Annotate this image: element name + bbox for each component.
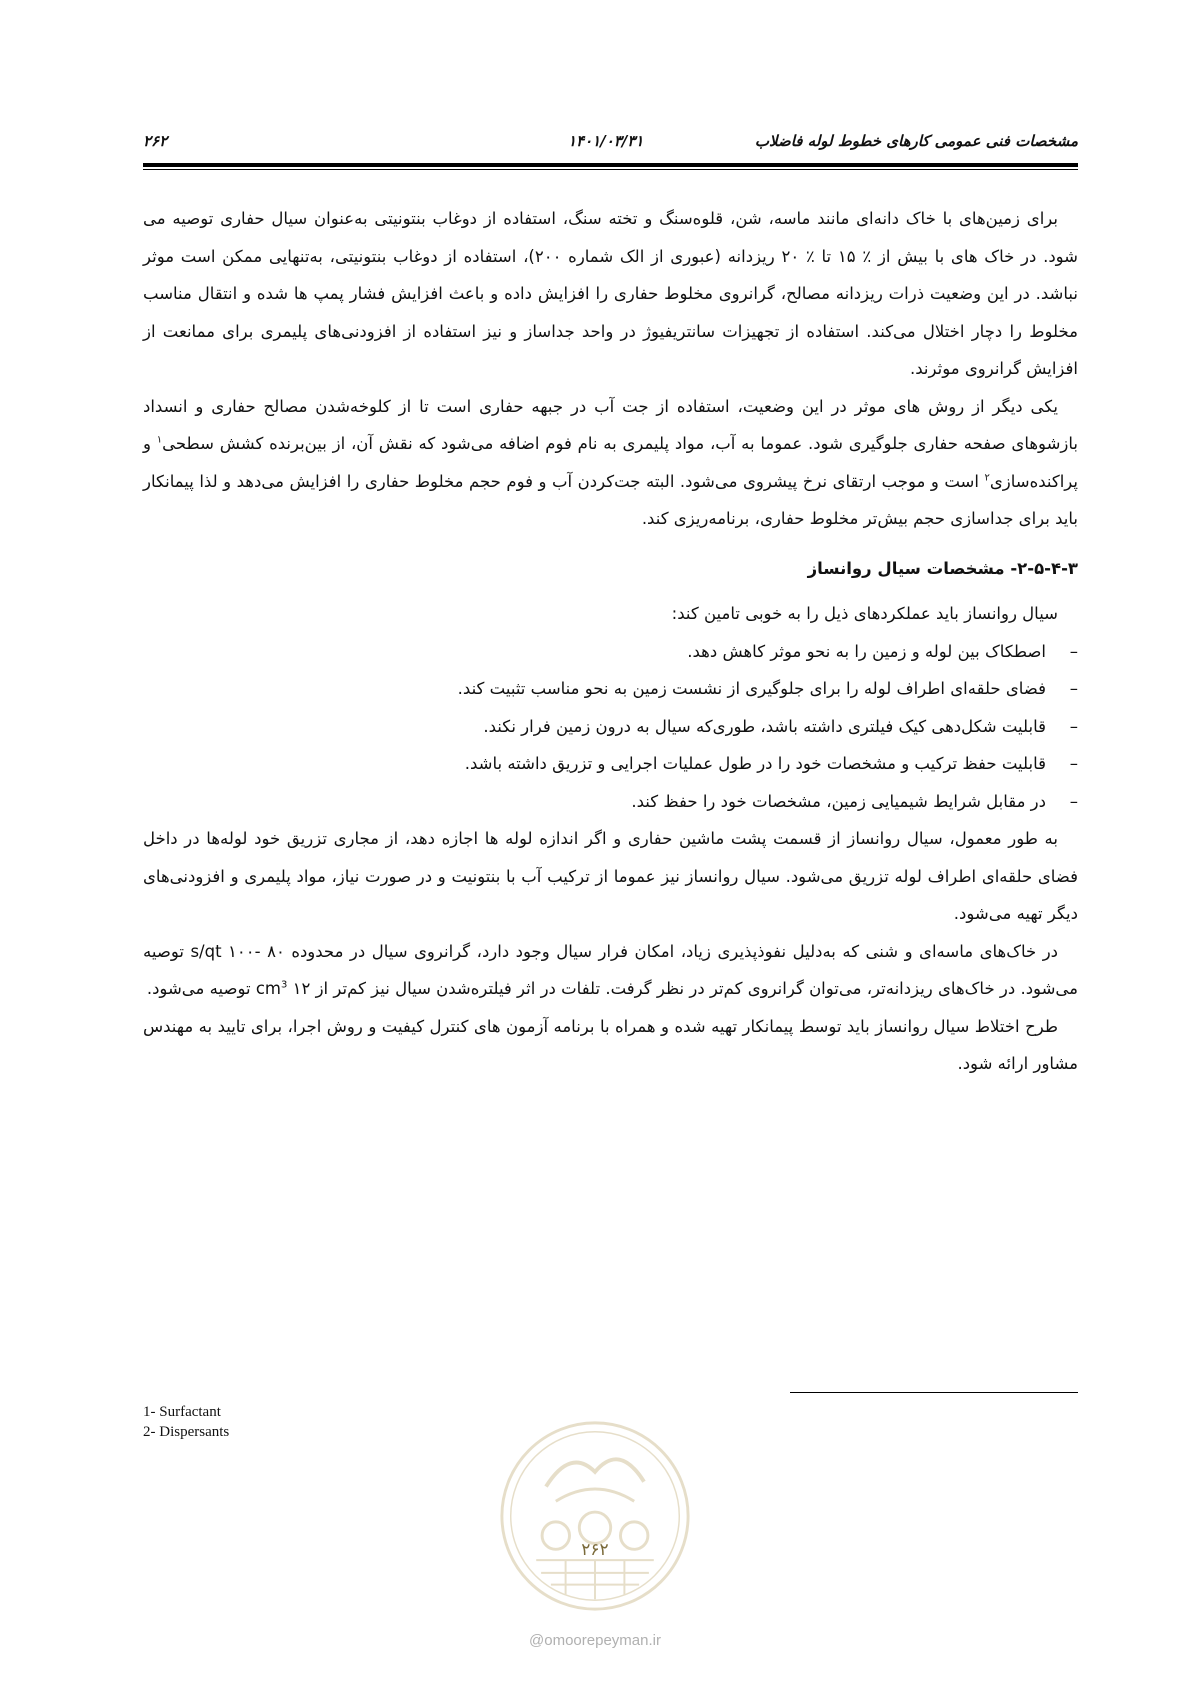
paragraph-1: برای زمین‌های با خاک دانه‌ای مانند ماسه، شن، قلوه‌سنگ و تخته سنگ، استفاده از دوغاب بنتونیتی به‌عنوان سیال حفاری توصیه می شود. در خاک های با بیش از ٪ ۱۵ تا ٪ ۲۰ ریزدانه (عبوری از الک شماره ۲۰۰)، استفاده از دوغاب بنتونیتی، به‌تنهایی ممکن است موثر نباشد. در این وضعیت ذرات ریزدانه مصالح، گرانروی مخلوط حفاری را افزایش داده و باعث افزایش فشار پمپ ها شده و انتقال مناسب مخلوط را دچار اختلال می‌کند. استفاده از تجهیزات سانتریفیوژ در واحد جداساز و نیز استفاده از افزودنی‌های پلیمری برای ممانعت از افزایش گرانروی موثرند. [143,209,1079,378]
seal-page-number: ۲۶۲ [581,1540,609,1560]
unit-viscosity: s/qt [190,941,222,961]
list-item [143,670,1078,708]
list-item-text: فضای حلقه‌ای اطراف لوله را برای جلوگیری از نشست زمین به نحو مناسب تثبیت کند. [457,679,1046,698]
footnote-ref-1: ۱ [156,434,163,446]
paragraph-4-part-2: توصیه می‌شود. در خاک‌های ریزدانه‌تر، می‌توان گرانروی کم‌تر در نظر گرفت. تلفات در اثر فیلتره‌شدن سیال نیز کم‌تر از ۱۲ [143,941,1078,998]
unit-volume-exponent: 3 [280,979,288,991]
list-item-text: قابلیت حفظ ترکیب و مشخصات خود را در طول عملیات اجرایی و تزریق داشته باشد. [464,754,1046,773]
bullet-dash: – [1069,754,1078,773]
watermark: @omoorepeyman.ir [529,1632,661,1649]
section-heading: ۲-۵-۴-۳- مشخصات سیال روانساز [807,558,1078,578]
paragraph-2-part-2: و پراکنده‌سازی [143,434,1078,491]
header-rule-thin [143,169,1078,170]
footnote-ref-2: ۲ [984,472,990,483]
header-title: مشخصات فنی عمومی کارهای خطوط لوله فاضلاب [754,132,1078,150]
list-item [143,633,1078,671]
section-intro: سیال روانساز باید عملکردهای ذیل را به خوبی تامین کند: [671,604,1058,623]
paragraph-4 [143,933,1078,1008]
header-page-number: ۲۶۲ [143,132,168,150]
bullet-dash: – [1069,716,1078,736]
paragraph-4-part-1: در خاک‌های ماسه‌ای و شنی که به‌دلیل نفوذپذیری زیاد، امکان فرار سیال وجود دارد، گرانروی سیال در محدوده ۸۰ -۱۰۰ [221,941,1059,961]
unit-volume [256,979,288,998]
header-date: ۱۴۰۱/۰۳/۳۱ [568,132,644,150]
paragraph-2-part-3: است و موجب ارتقای نرخ پیشروی می‌شود. البته جت‌کردن آب و فوم حجم مخلوط حفاری را افزایش می‌دهد و لذا پیمانکار باید برای جداسازی حجم بیش‌تر مخلوط حفاری، برنامه‌ریزی کند. [143,471,1078,528]
body-text [143,200,1078,1083]
list-item [143,708,1078,746]
publisher-seal-logo [497,1418,693,1614]
bullet-dash: – [1069,791,1078,811]
footnotes [143,1402,229,1442]
footnote-1: 1- Surfactant [143,1404,221,1420]
bullet-dash: – [1069,641,1078,661]
header-rule-thick [143,163,1078,167]
list-item-text: قابلیت شکل‌دهی کیک فیلتری داشته باشد، طوری‌که سیال به درون زمین فرار نکند. [483,716,1046,736]
paragraph-4-part-3: توصیه می‌شود. [146,979,256,998]
footnote-2: 2- Dispersants [143,1424,230,1440]
list-item [143,783,1078,821]
footnote-separator [790,1392,1078,1393]
paragraph-2 [143,388,1078,538]
paragraph-2-part-1: یکی دیگر از روش های موثر در این وضعیت، استفاده از جت آب در جبهه حفاری است تا از کلوخه‌شدن مصالح حفاری و انسداد بازشوهای صفحه حفاری جلوگیری شود. عموما به آب، مواد پلیمری به نام فوم اضافه می‌شود که نقش آن، از بین‌برنده کشش سطحی [143,396,1078,453]
list-item-text: اصطکاک بین لوله و زمین را به نحو موثر کاهش دهد. [687,641,1046,661]
bullet-dash: – [1069,679,1078,698]
paragraph-5: طرح اختلاط سیال روانساز باید توسط پیمانکار تهیه شده و همراه با برنامه آزمون های کنترل کیفیت و روش اجرا، برای تایید به مهندس مشاور ارائه شود. [143,1016,1078,1073]
paragraph-3: به طور معمول، سیال روانساز از قسمت پشت ماشین حفاری و اگر اندازه لوله ها اجازه دهد، از مجاری تزریق خود لوله‌ها در داخل فضای حلقه‌ای اطراف لوله تزریق می‌شود. سیال روانساز نیز عموما از ترکیب آب با بنتونیت و در صورت نیاز، مواد پلیمری و افزودنی‌های دیگر تهیه می‌شود. [143,829,1078,923]
list-item [143,745,1078,783]
unit-volume-base: cm [255,979,281,998]
list-item-text: در مقابل شرایط شیمیایی زمین، مشخصات خود را حفظ کند. [631,791,1046,811]
page-header [143,128,1078,162]
